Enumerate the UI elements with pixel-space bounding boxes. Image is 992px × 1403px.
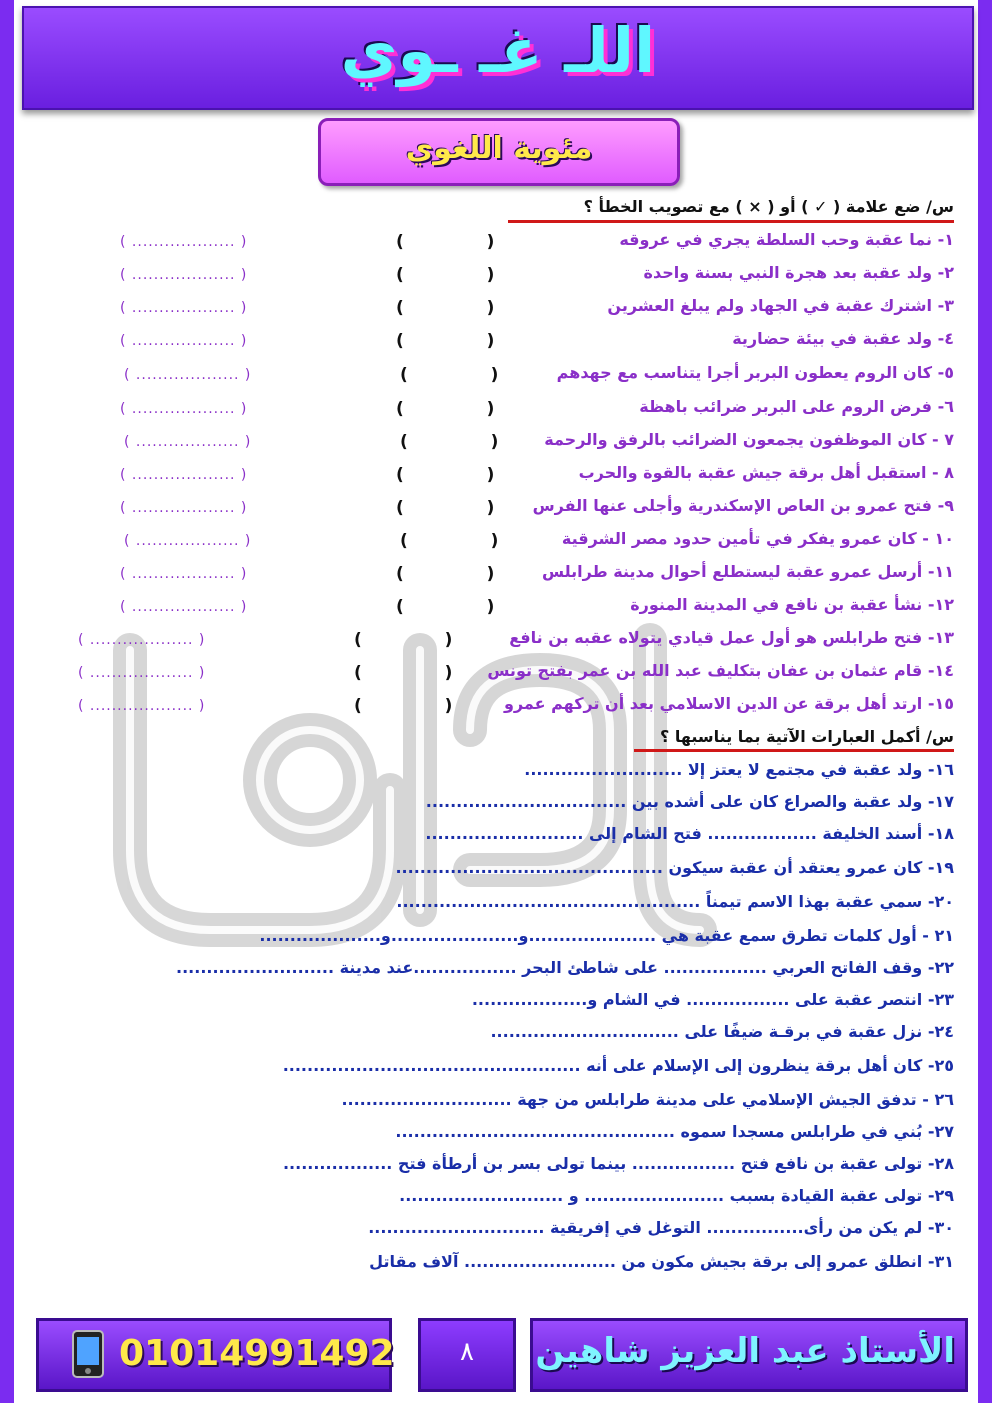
mark-bracket[interactable]: ( ): [354, 663, 453, 683]
complete-item-30: ٣٠- لم يكن من رأى................ التوغل في إفريقية .............................: [368, 1218, 954, 1237]
subtitle-box: [318, 118, 680, 186]
answer-blank[interactable]: ( ................... ): [78, 632, 206, 648]
tf-item-3: ٣- اشترك عقبة في الجهاد ولم يبلغ العشرين: [607, 296, 954, 315]
mark-bracket[interactable]: ( ): [396, 331, 495, 351]
answer-blank[interactable]: ( ................... ): [120, 267, 248, 283]
complete-item-28: ٢٨- تولى عقبة بن نافع فتح ................. بينما تولى بسر بن أرطأة فتح ..................: [282, 1154, 954, 1173]
answer-blank[interactable]: ( ................... ): [124, 367, 252, 383]
section2-question: س/ أكمل العبارات الآتية بما يناسبها ؟: [659, 727, 954, 746]
section2-underline: [634, 749, 954, 752]
tf-item-1: ١- نما عقبة وحب السلطة يجري في عروقه: [619, 230, 954, 249]
answer-blank[interactable]: ( ................... ): [120, 467, 248, 483]
teacher-name: الأستاذ عبد العزيز شاهين: [535, 1331, 955, 1371]
answer-blank[interactable]: ( ................... ): [120, 566, 248, 582]
page-number: ٨: [460, 1337, 474, 1367]
answer-blank[interactable]: ( ................... ): [120, 401, 248, 417]
answer-blank[interactable]: ( ................... ): [120, 234, 248, 250]
tf-item-4: ٤- ولد عقبة في بيئة حضارية: [732, 329, 954, 348]
answer-blank[interactable]: ( ................... ): [124, 434, 252, 450]
header-banner: [22, 6, 974, 110]
mobile-phone-icon: [71, 1329, 105, 1379]
right-border: [978, 0, 992, 1403]
tf-item-12: ١٢- نشأ عقبة بن نافع في المدينة المنورة: [630, 595, 954, 614]
tf-item-6: ٦- فرض الروم على البربر ضرائب باهظة: [639, 397, 954, 416]
answer-blank[interactable]: ( ................... ): [120, 300, 248, 316]
mark-bracket[interactable]: ( ): [400, 531, 499, 551]
tf-item-7: ٧ - كان الموظفون يجمعون الضرائب بالرفق والرحمة: [544, 430, 954, 449]
footer-phone-box: [36, 1318, 395, 1392]
mark-bracket[interactable]: ( ): [396, 564, 495, 584]
complete-item-21: ٢١ - أول كلمات تطرق سمع عقبة هي .....................و.....................و....................: [259, 926, 954, 945]
complete-item-29: ٢٩- تولى عقبة القيادة بسبب ....................... و ...........................: [399, 1186, 954, 1205]
complete-item-24: ٢٤- نزل عقبة في برقـة ضيفًا على ...............................: [490, 1022, 954, 1041]
complete-item-17: ١٧- ولد عقبة والصراع كان على أشده بين .................................: [425, 792, 954, 811]
tf-item-9: ٩- فتح عمرو بن العاص الإسكندرية وأجلى عنها الفرس: [532, 496, 954, 515]
complete-item-31: ٣١- انطلق عمرو إلى برقة بجيش مكون من ......................... آلاف مقاتل: [369, 1252, 954, 1271]
section1-question: س/ ضع علامة ( ✓ ) أو ( × ) مع تصويب الخطأ ؟: [583, 197, 954, 216]
page-number-box: [418, 1318, 516, 1392]
tf-item-10: ١٠ - كان عمرو يفكر في تأمين حدود مصر الشرقية: [561, 529, 954, 548]
complete-item-18: ١٨- أسند الخليفة .................. فتح الشام إلى ..........................: [425, 824, 954, 843]
mark-bracket[interactable]: ( ): [400, 365, 499, 385]
tf-item-8: ٨ - استقبل أهل برقة جيش عقبة بالقوة والحرب: [578, 463, 954, 482]
header-title: اللـ غـ ـوي: [340, 14, 656, 87]
mark-bracket[interactable]: ( ): [396, 265, 495, 285]
complete-item-20: ٢٠- سمي عقبة بهذا الاسم تيمناً ..................................................: [396, 892, 954, 911]
mark-bracket[interactable]: ( ): [400, 432, 499, 452]
complete-item-22: ٢٢- وقف الفاتح العربي ................. على شاطئ البحر .................عند مدينة ..........................: [176, 958, 954, 977]
mark-bracket[interactable]: ( ): [396, 298, 495, 318]
complete-item-16: ١٦- ولد عقبة في مجتمع لا يعتز إلا ..........................: [524, 760, 954, 779]
answer-blank[interactable]: ( ................... ): [120, 599, 248, 615]
tf-item-2: ٢- ولد عقبة بعد هجرة النبي بسنة واحدة: [643, 263, 954, 282]
mark-bracket[interactable]: ( ): [396, 465, 495, 485]
left-border: [0, 0, 14, 1403]
answer-blank[interactable]: ( ................... ): [120, 333, 248, 349]
mark-bracket[interactable]: ( ): [396, 597, 495, 617]
mark-bracket[interactable]: ( ): [396, 498, 495, 518]
answer-blank[interactable]: ( ................... ): [124, 533, 252, 549]
subtitle-title: مئوية اللغوي: [405, 131, 593, 166]
phone-number: 01014991492: [119, 1333, 395, 1374]
teacher-name-box: [530, 1318, 968, 1392]
tf-item-5: ٥- كان الروم يعطون البربر أجرا يتناسب مع جهدهم: [556, 363, 954, 382]
tf-item-15: ١٥- ارتد أهل برقة عن الدين الاسلامي بعد أن تركهم عمرو: [503, 694, 954, 713]
answer-blank[interactable]: ( ................... ): [78, 698, 206, 714]
mark-bracket[interactable]: ( ): [354, 630, 453, 650]
complete-item-25: ٢٥- كان أهل برقة ينظرون إلى الإسلام على أنه .................................................: [282, 1056, 954, 1075]
complete-item-19: ١٩- كان عمرو يعتقد أن عقبة سيكون ............................................: [395, 858, 954, 877]
complete-item-23: ٢٣- انتصر عقبة على ................. في الشام و...................: [471, 990, 954, 1009]
answer-blank[interactable]: ( ................... ): [120, 500, 248, 516]
tf-item-13: ١٣- فتح طرابلس هو أول عمل قيادي يتولاه عقبه بن نافع: [509, 628, 954, 647]
tf-item-14: ١٤- قام عثمان بن عفان بتكليف عبد الله بن عمر بفتح تونس: [487, 661, 954, 680]
section1-underline: [508, 220, 954, 223]
tf-item-11: ١١- أرسل عمرو عقبة ليستطلع أحوال مدينة طرابلس: [542, 562, 954, 581]
mark-bracket[interactable]: ( ): [396, 399, 495, 419]
complete-item-26: ٢٦ - تدفق الجيش الإسلامي على مدينة طرابلس من جهة ............................: [341, 1090, 954, 1109]
complete-item-27: ٢٧- بُني في طرابلس مسجدا سموه ..............................................: [395, 1122, 954, 1141]
mark-bracket[interactable]: ( ): [354, 696, 453, 716]
answer-blank[interactable]: ( ................... ): [78, 665, 206, 681]
mark-bracket[interactable]: ( ): [396, 232, 495, 252]
